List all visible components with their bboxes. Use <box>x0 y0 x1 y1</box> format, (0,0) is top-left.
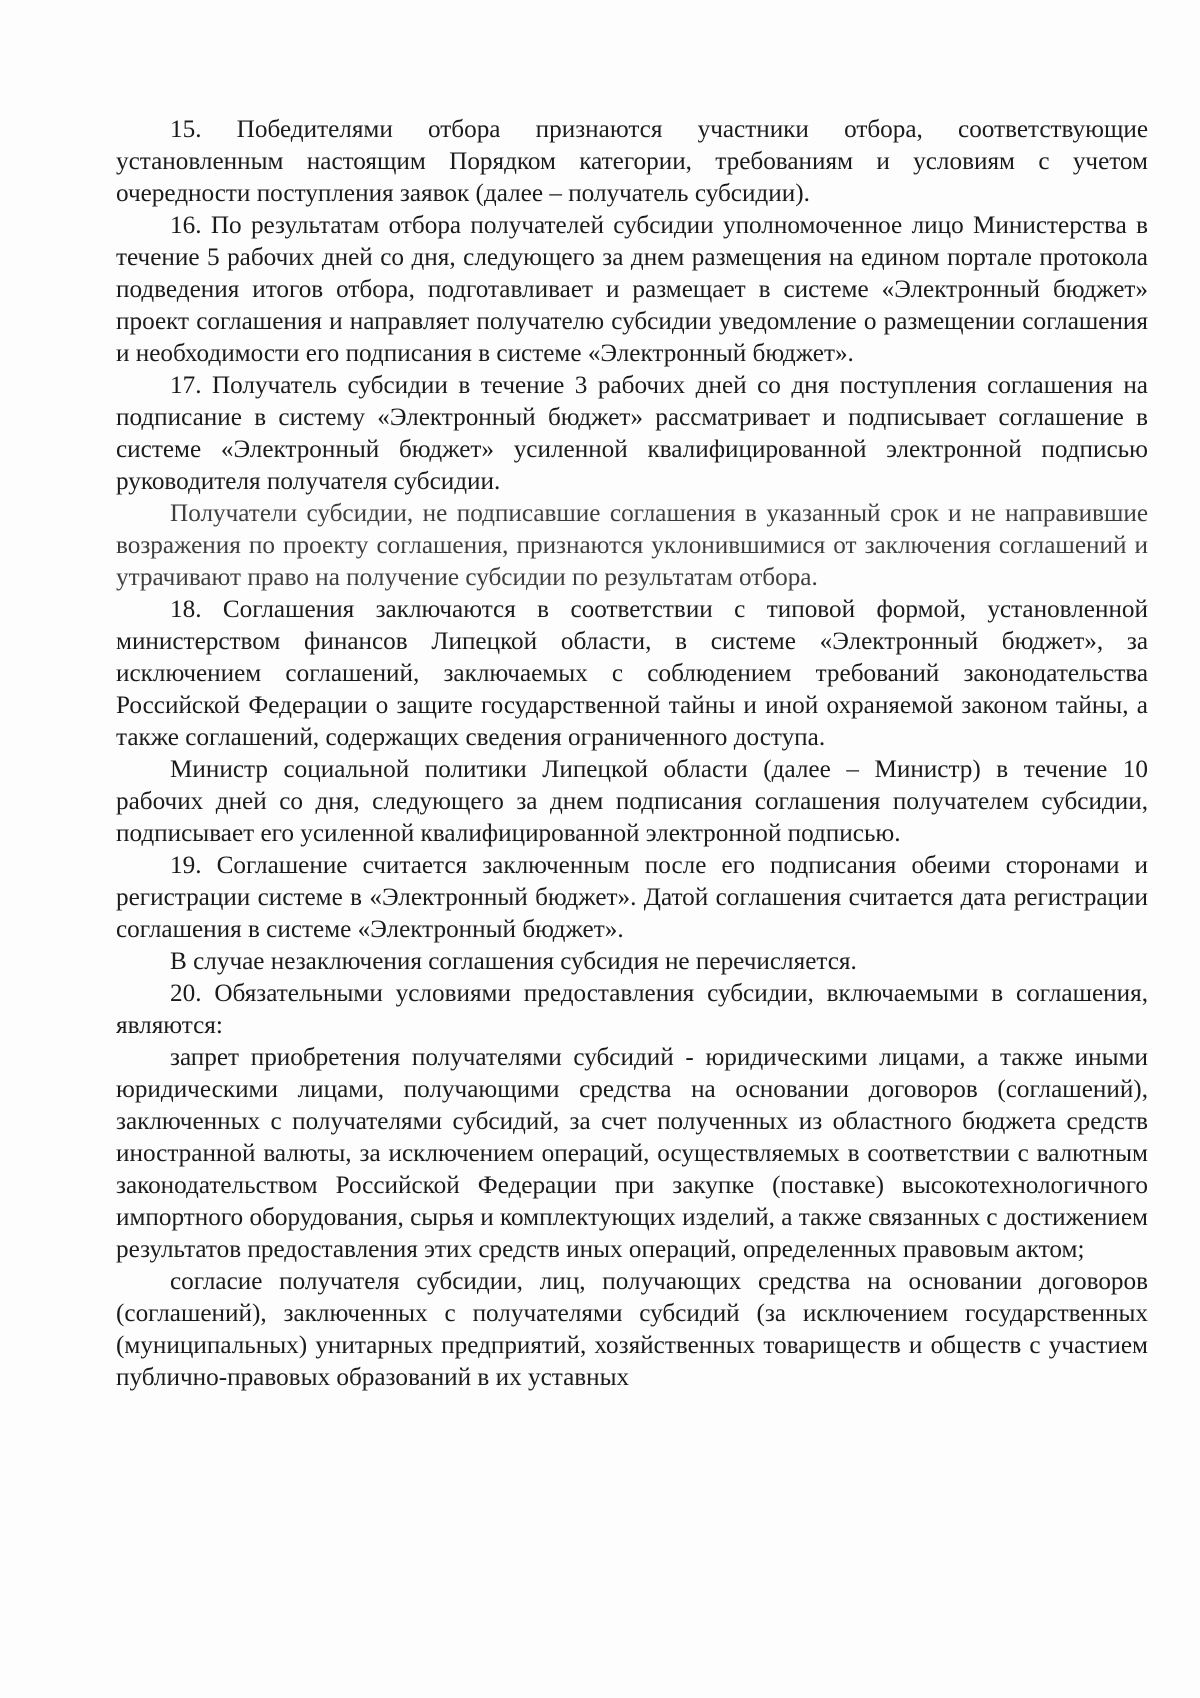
document-body <box>116 114 1148 1394</box>
paragraph-18-minister: Министр социальной политики Липецкой области (далее – Министр) в течение 10 рабочих дней со дня, следующего за днем подписания соглашения получателем субсидии, подписывает его усиленной квалифицированной электронной подписью. <box>116 756 1148 847</box>
paragraph-15: 15. Победителями отбора признаются участники отбора, соответствующие установленным настоящим Порядком категории, требованиям и условиям с учетом очередности поступления заявок (далее – получатель субсидии). <box>116 116 1148 207</box>
paragraph-20-consent: согласие получателя субсидии, лиц, получающих средства на основании договоров (соглашений), заключенных с получателями субсидий (за исключением государственных (муниципальных) унитарных предприятий, хозяйственных товариществ и обществ с участием публично-правовых образований в их уставных <box>116 1268 1148 1391</box>
paragraph-19-nonconclusion: В случае незаключения соглашения субсидия не перечисляется. <box>170 948 857 975</box>
paragraph-17-recipients: Получатели субсидии, не подписавшие соглашения в указанный срок и не направившие возражения по проекту соглашения, признаются уклонившимися от заключения соглашений и утрачивают право на получение субсидии по результатам отбора. <box>116 500 1148 591</box>
paragraph-19: 19. Соглашение считается заключенным после его подписания обеими сторонами и регистрации системе в «Электронный бюджет». Датой соглашения считается дата регистрации соглашения в системе «Электронный бюджет». <box>116 852 1148 943</box>
paragraph-20: 20. Обязательными условиями предоставления субсидии, включаемыми в соглашения, являются: <box>116 980 1148 1039</box>
paragraph-18: 18. Соглашения заключаются в соответствии с типовой формой, установленной министерством финансов Липецкой области, в системе «Электронный бюджет», за исключением соглашений, заключаемых с соблюдением требований законодательства Российской Федерации о защите государственной тайны и иной охраняемой законом тайны, а также соглашений, содержащих сведения ограниченного доступа. <box>116 596 1148 751</box>
paragraph-16: 16. По результатам отбора получателей субсидии уполномоченное лицо Министерства в течение 5 рабочих дней со дня, следующего за днем размещения на едином портале протокола подведения итогов отбора, подготавливает и размещает в системе «Электронный бюджет» проект соглашения и направляет получателю субсидии уведомление о размещении соглашения и необходимости его подписания в системе «Электронный бюджет». <box>116 212 1148 367</box>
paragraph-17: 17. Получатель субсидии в течение 3 рабочих дней со дня поступления соглашения на подписание в систему «Электронный бюджет» рассматривает и подписывает соглашение в системе «Электронный бюджет» усиленной квалифицированной электронной подписью руководителя получателя субсидии. <box>116 372 1148 495</box>
paragraph-20-prohibition: запрет приобретения получателями субсидий - юридическими лицами, а также иными юридическими лицами, получающими средства на основании договоров (соглашений), заключенных с получателями субсидий, за счет полученных из областного бюджета средств иностранной валюты, за исключением операций, осуществляемых в соответствии с валютным законодательством Российской Федерации при закупке (поставке) высокотехнологичного импортного оборудования, сырья и комплектующих изделий, а также связанных с достижением результатов предоставления этих средств иных операций, определенных правовым актом; <box>116 1044 1148 1263</box>
